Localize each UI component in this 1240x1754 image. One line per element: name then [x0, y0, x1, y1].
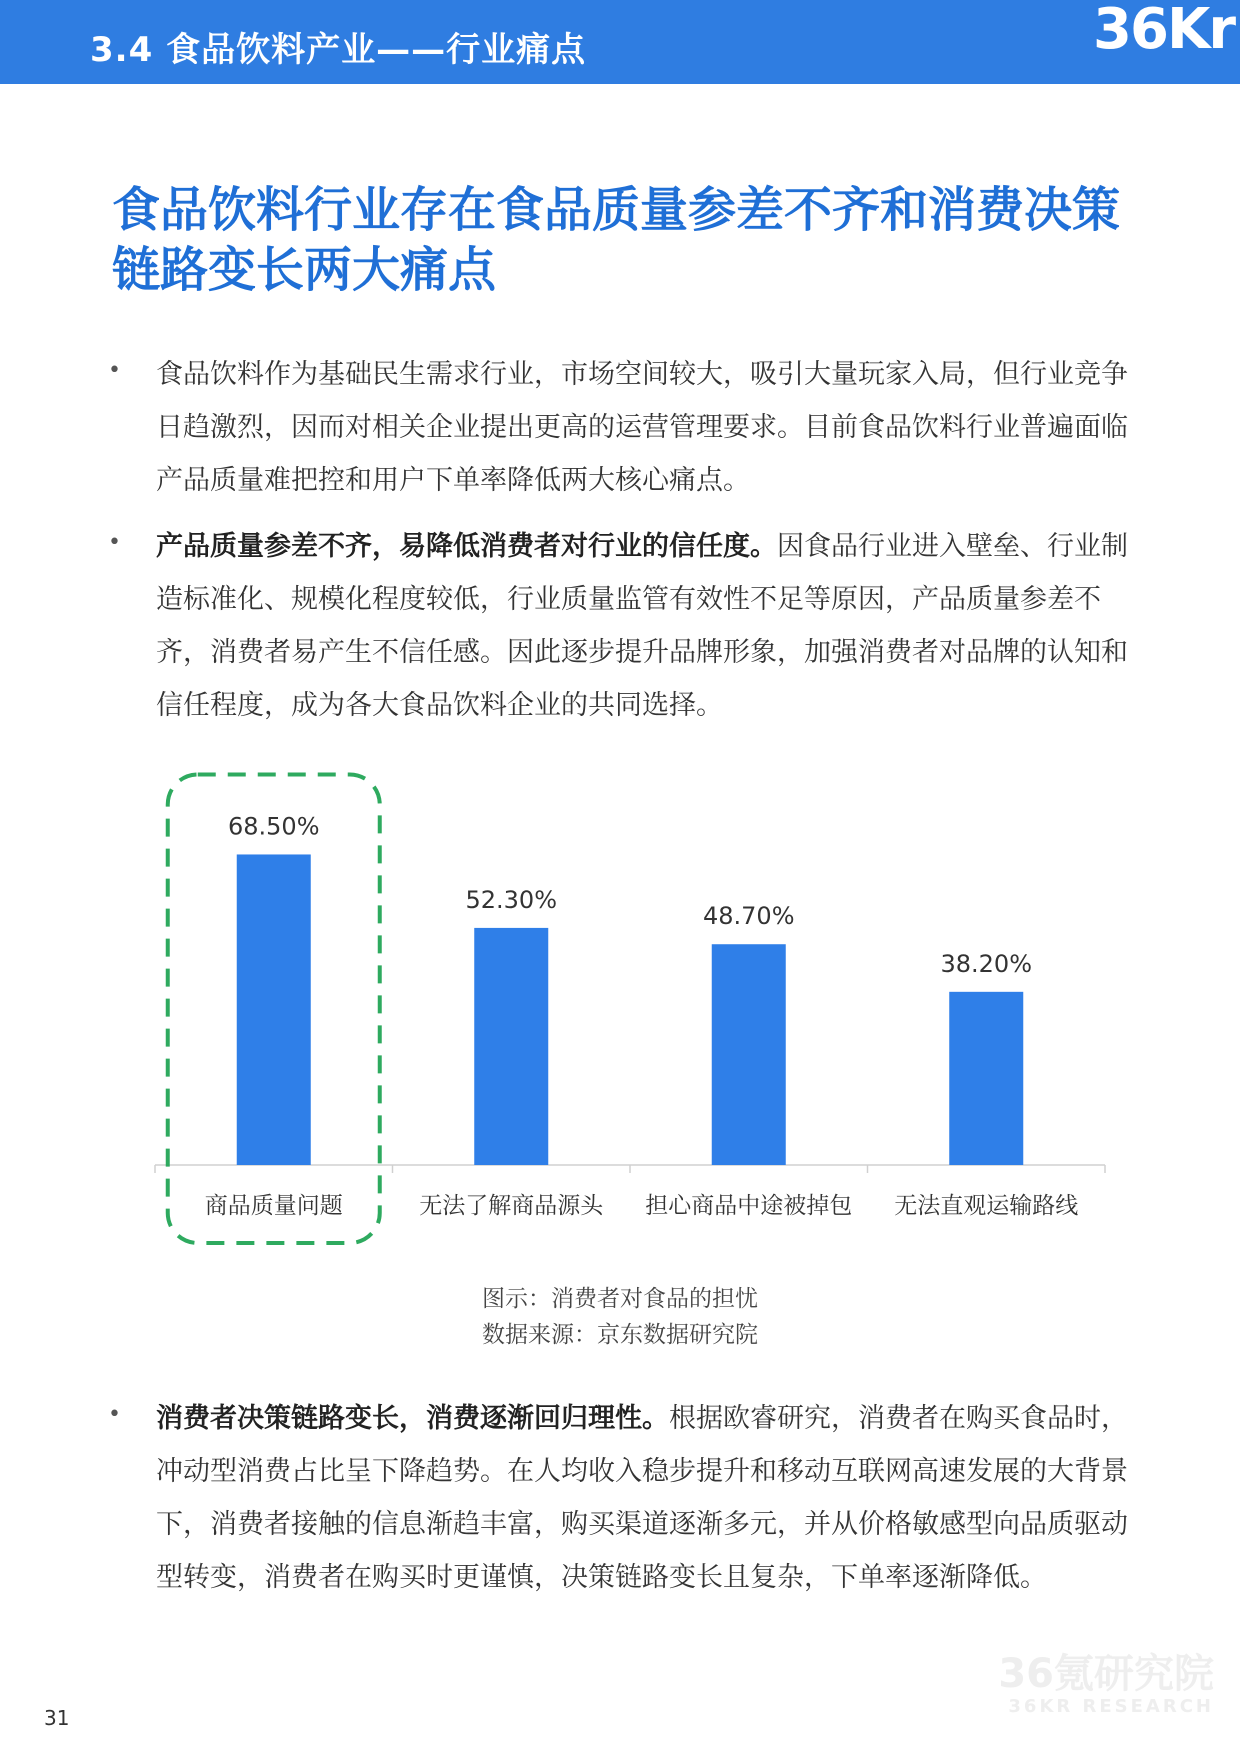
bullet-dot: • [108, 530, 121, 555]
bar [474, 928, 548, 1165]
brand-logo: 36Kr [1093, 0, 1234, 62]
watermark [998, 1652, 1214, 1717]
header-bar [0, 0, 1240, 84]
paragraph-decision-lead: 消费者决策链路变长，消费逐渐回归理性。 [156, 1403, 669, 1434]
chart-layer [155, 774, 1105, 1243]
bar [712, 944, 786, 1165]
page-headline: 食品饮料行业存在食品质量参差不齐和消费决策链路变长两大痛点 [112, 182, 1121, 298]
paragraph-quality [156, 520, 1131, 732]
bullet-dot: • [108, 358, 121, 383]
paragraph-quality-lead: 产品质量参差不齐，易降低消费者对行业的信任度。 [156, 531, 777, 562]
paragraph-intro: 食品饮料作为基础民生需求行业，市场空间较大，吸引大量玩家入局，但行业竞争日趋激烈，因而对相关企业提出更高的运营管理要求。目前食品饮料行业普遍面临产品质量难把控和用户下单率降低两大核心痛点。 [156, 359, 1128, 496]
paragraph-quality-body: 因食品行业进入壁垒、行业制造标准化、规模化程度较低，行业质量监管有效性不足等原因，产品质量参差不齐，消费者易产生不信任感。因此逐步提升品牌形象，加强消费者对品牌的认知和信任程度，成为各大食品饮料企业的共同选择。 [156, 531, 1128, 721]
page-number: 31 [44, 1706, 70, 1730]
bar-value-label: 38.20% [940, 949, 1033, 978]
bullet-dot: • [108, 1402, 121, 1427]
bar-value-label: 48.70% [702, 902, 795, 931]
bar-value-label: 68.50% [227, 812, 320, 841]
bar [237, 854, 311, 1165]
paragraph-decision-body: 根据欧睿研究，消费者在购买食品时，冲动型消费占比呈下降趋势。在人均收入稳步提升和移动互联网高速发展的大背景下，消费者接触的信息渐趋丰富，购买渠道逐渐多元，并从价格敏感型向品质驱动型转变，消费者在购买时更谨慎，决策链路变长且复杂，下单率逐渐降低。 [156, 1403, 1128, 1593]
category-label: 无法了解商品源头 [419, 1193, 604, 1219]
source-caption: 数据来源：京东数据研究院 [482, 1322, 758, 1348]
watermark-main: 36氪研究院 [998, 1651, 1214, 1697]
category-label: 商品质量问题 [204, 1193, 343, 1219]
section-title: 3.4 食品饮料产业——行业痛点 [90, 30, 587, 70]
concern-bar-chart [0, 740, 1240, 1260]
category-label: 无法直观运输路线 [894, 1193, 1079, 1219]
bar-value-label: 52.30% [465, 885, 558, 914]
watermark-sub: 36KR RESEARCH [1008, 1696, 1214, 1717]
category-label: 担心商品中途被掉包 [645, 1193, 853, 1219]
paragraph-decision [156, 1392, 1131, 1604]
bar [949, 992, 1023, 1165]
figure-caption: 图示：消费者对食品的担忧 [482, 1286, 758, 1312]
